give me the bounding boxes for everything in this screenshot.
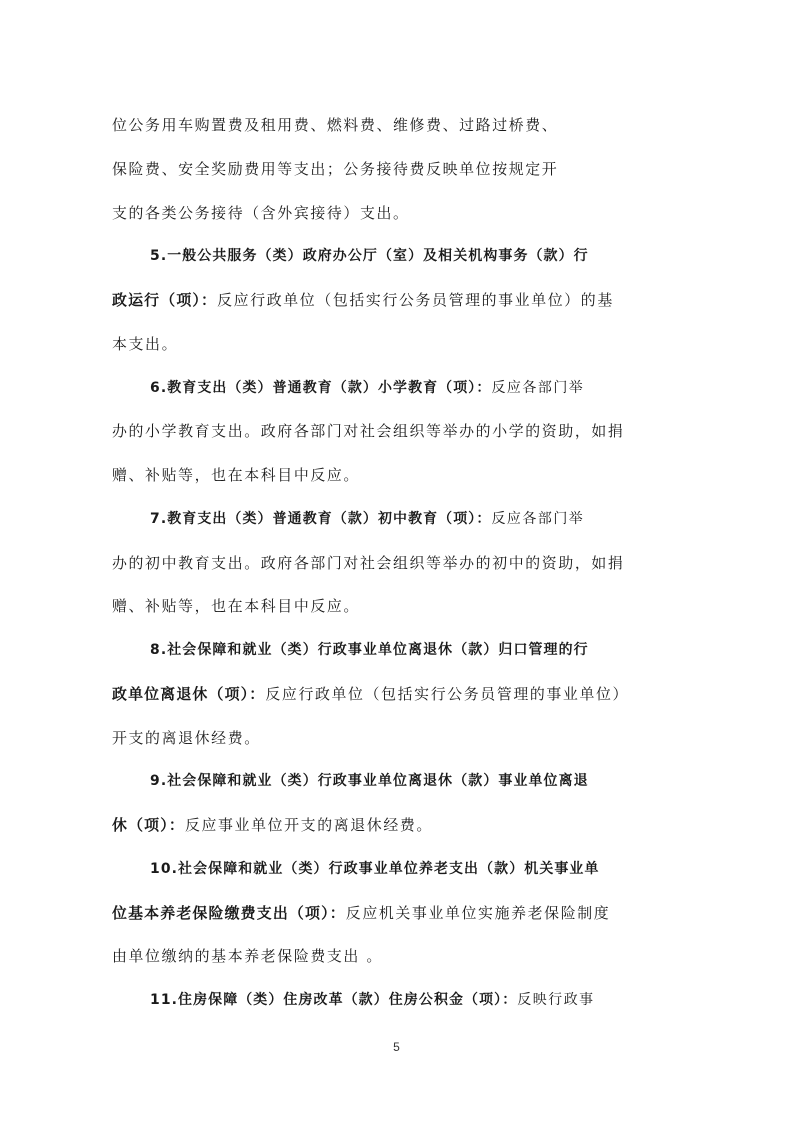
item-body-text: 反应各部门举 [491,379,585,396]
item-8-heading [150,636,793,664]
item-6-heading [150,374,793,402]
item-body-text: 反映行政事 [517,992,595,1008]
paragraph-text: 保险费、安全奖励费用等支出；公务接待费反映单位按规定开 [112,159,559,178]
item-body-text: 本支出。 [112,334,179,353]
paragraph-text: 支的各类公务接待（含外宾接待）支出。 [112,203,410,222]
item-body-text: 赠、补贴等，也在本科目中反应。 [112,466,360,484]
item-10-line [112,942,793,970]
item-body-text: 反应各部门举 [491,510,585,527]
item-body-text: 办的小学教育支出。政府各部门对社会组织等举办的小学的资助，如捐 [112,422,625,441]
item-heading-text: 5.一般公共服务（类）政府办公厅（室）及相关机构事务（款）行 [150,248,589,265]
item-heading-text: 11.住房保障（类）住房改革（款）住房公积金（项）： [150,992,518,1008]
item-10-heading [150,855,793,883]
item-heading-text: 休（项）： [112,816,185,834]
item-9-heading [150,767,793,795]
item-body-text: 开支的离退休经费。 [112,728,261,747]
item-9-line [112,811,793,839]
item-body-text: 由单位缴纳的基本养老保险费支出 。 [112,947,383,966]
item-body-text: 赠、补贴等，也在本科目中反应。 [112,597,360,616]
item-body-text: 反应事业单位开支的离退休经费。 [184,816,433,834]
item-6-line [112,417,793,445]
item-body-text: 反应行政单位（包括实行公务员管理的事业单位）的基 [217,291,614,309]
paragraph-line [112,111,793,139]
item-body-text: 办的初中教育支出。政府各部门对社会组织等举办的初中的资助，如捐 [112,553,625,572]
item-heading-text: 政运行（项）： [112,291,218,309]
paragraph-line [112,155,793,183]
item-5-heading [150,242,793,270]
item-heading-text: 6.教育支出（类）普通教育（款）小学教育（项）： [150,379,492,396]
item-heading-text: 位基本养老保险缴费支出（项）： [112,903,346,922]
item-6-line [112,461,793,489]
page-number: 5 [393,1040,400,1054]
paragraph-text: 位公务用车购置费及租用费、燃料费、维修费、过路过桥费、 [112,116,559,134]
item-8-line [112,724,793,752]
item-heading-text: 9.社会保障和就业（类）行政事业单位离退休（款）事业单位离退 [150,773,589,790]
item-body-text: 反应行政单位（包括实行公务员管理的事业单位） [265,684,630,703]
item-7-line [112,549,793,577]
item-5-line [112,286,793,314]
item-heading-text: 政单位离退休（项）： [112,684,266,703]
item-11-heading [150,986,793,1014]
paragraph-line [112,199,793,227]
item-body-text: 反应机关事业单位实施养老保险制度 [345,903,611,922]
item-heading-text: 8.社会保障和就业（类）行政事业单位离退休（款）归口管理的行 [150,642,589,658]
item-7-heading [150,505,793,533]
item-7-line [112,592,793,620]
item-heading-text: 10.社会保障和就业（类）行政事业单位养老支出（款）机关事业单 [150,860,600,877]
item-10-line [112,899,793,927]
item-8-line [112,680,793,708]
item-5-line [112,330,793,358]
item-heading-text: 7.教育支出（类）普通教育（款）初中教育（项）： [150,510,492,527]
